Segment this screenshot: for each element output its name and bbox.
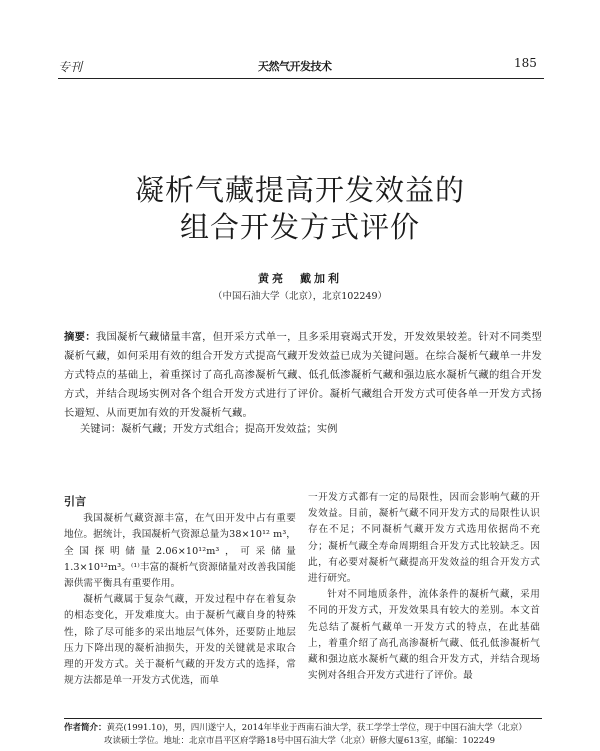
body-column-left xyxy=(64,494,296,689)
page-number: 185 xyxy=(514,56,537,70)
author-footnote xyxy=(64,722,544,748)
keywords xyxy=(80,420,540,438)
footnote-label: 作者简介： xyxy=(64,723,107,733)
author-names: 黄亮 戴加利 xyxy=(258,272,342,285)
paragraph: 针对不同地质条件，流体条件的凝析气藏，采用不同的开发方式，开发效果具有较大的差别。本文首先总结了凝析气藏单一开发方式的特点，在此基础上，着重介绍了高孔高渗凝析气藏、低孔低渗凝析气藏和强边底水凝析气藏的组合开发方式，并结合现场实例对各组合开发方式进行了评价。最 xyxy=(308,589,540,682)
abstract-label: 摘要： xyxy=(64,331,96,343)
keywords-text: 凝析气藏；开发方式组合；提高开发效益；实例 xyxy=(121,423,338,435)
paragraph: 一开发方式都有一定的局限性，因而会影响气藏的开发效益。目前，凝析气藏不同开发方式的局限性认识存在不足；不同凝析气藏开发方式选用依据尚不充分；凝析气藏全寿命周期组合开发方式比较缺乏。因此，有必要对凝析气藏提高开发效益的组合开发方式进行研究。 xyxy=(308,492,540,585)
paragraph: 凝析气藏属于复杂气藏，开发过程中存在着复杂的相态变化，开发难度大。由于凝析气藏自身的特殊性，除了尽可能多的采出地层气体外，还要防止地层压力下降出现的凝析油损失，开发的关键就是求取合理的开发方式。关于凝析气藏的开发方式的选择，常规方法都是单一开发方式优选，而单 xyxy=(64,594,296,687)
keywords-label: 关键词： xyxy=(80,423,122,435)
abstract xyxy=(64,328,542,423)
footnote-line-2: 攻读硕士学位。地址：北京市昌平区府学路18号中国石油大学（北京）研修大厦613室，邮编：102249 xyxy=(104,736,495,746)
body-column-right xyxy=(308,490,540,684)
paper-title-line-1: 凝析气藏提高开发效益的 xyxy=(134,173,465,207)
journal-section-label: 专刊 xyxy=(58,60,83,74)
abstract-text: 我国凝析气藏储量丰富，但开采方式单一，且多采用衰竭式开发，开发效果较差。针对不同类型凝析气藏，如何采用有效的组合开发方式提高气藏开发效益已成为关键问题。在综合凝析气藏单一井发方式特点的基础上，着重探讨了高孔高渗凝析气藏、低孔低渗凝析气藏和强边底水凝析气藏的组合开发方式，并结合现场实例对各个组合开发方式进行了评价。凝析气藏组合开发方式可使各单一开发方式扬长避短、从而更加有效的开发凝析气藏。 xyxy=(64,331,542,419)
section-heading-introduction: 引言 xyxy=(64,495,87,508)
footnote-divider xyxy=(64,718,542,719)
header-divider xyxy=(58,78,544,79)
journal-title: 天然气开发技术 xyxy=(258,60,332,73)
paper-title-line-2: 组合开发方式评价 xyxy=(179,210,420,244)
paragraph: 我国凝析气藏资源丰富，在气田开发中占有重要地位。据统计，我国凝析气资源总量为38×10¹² m³，全国探明储量2.06×10¹²m³，可采储量1.3×10¹²m³。⁽¹⁾丰富的凝析气资源储量对改善我国能源供需平衡具有重要作用。 xyxy=(64,513,296,590)
author-affiliation: （中国石油大学（北京），北京102249） xyxy=(212,291,387,302)
footnote-line-1: 黄亮(1991.10)，男，四川遂宁人，2014年毕业于西南石油大学，获工学学士学位，现于中国石油大学（北京） xyxy=(106,723,527,733)
